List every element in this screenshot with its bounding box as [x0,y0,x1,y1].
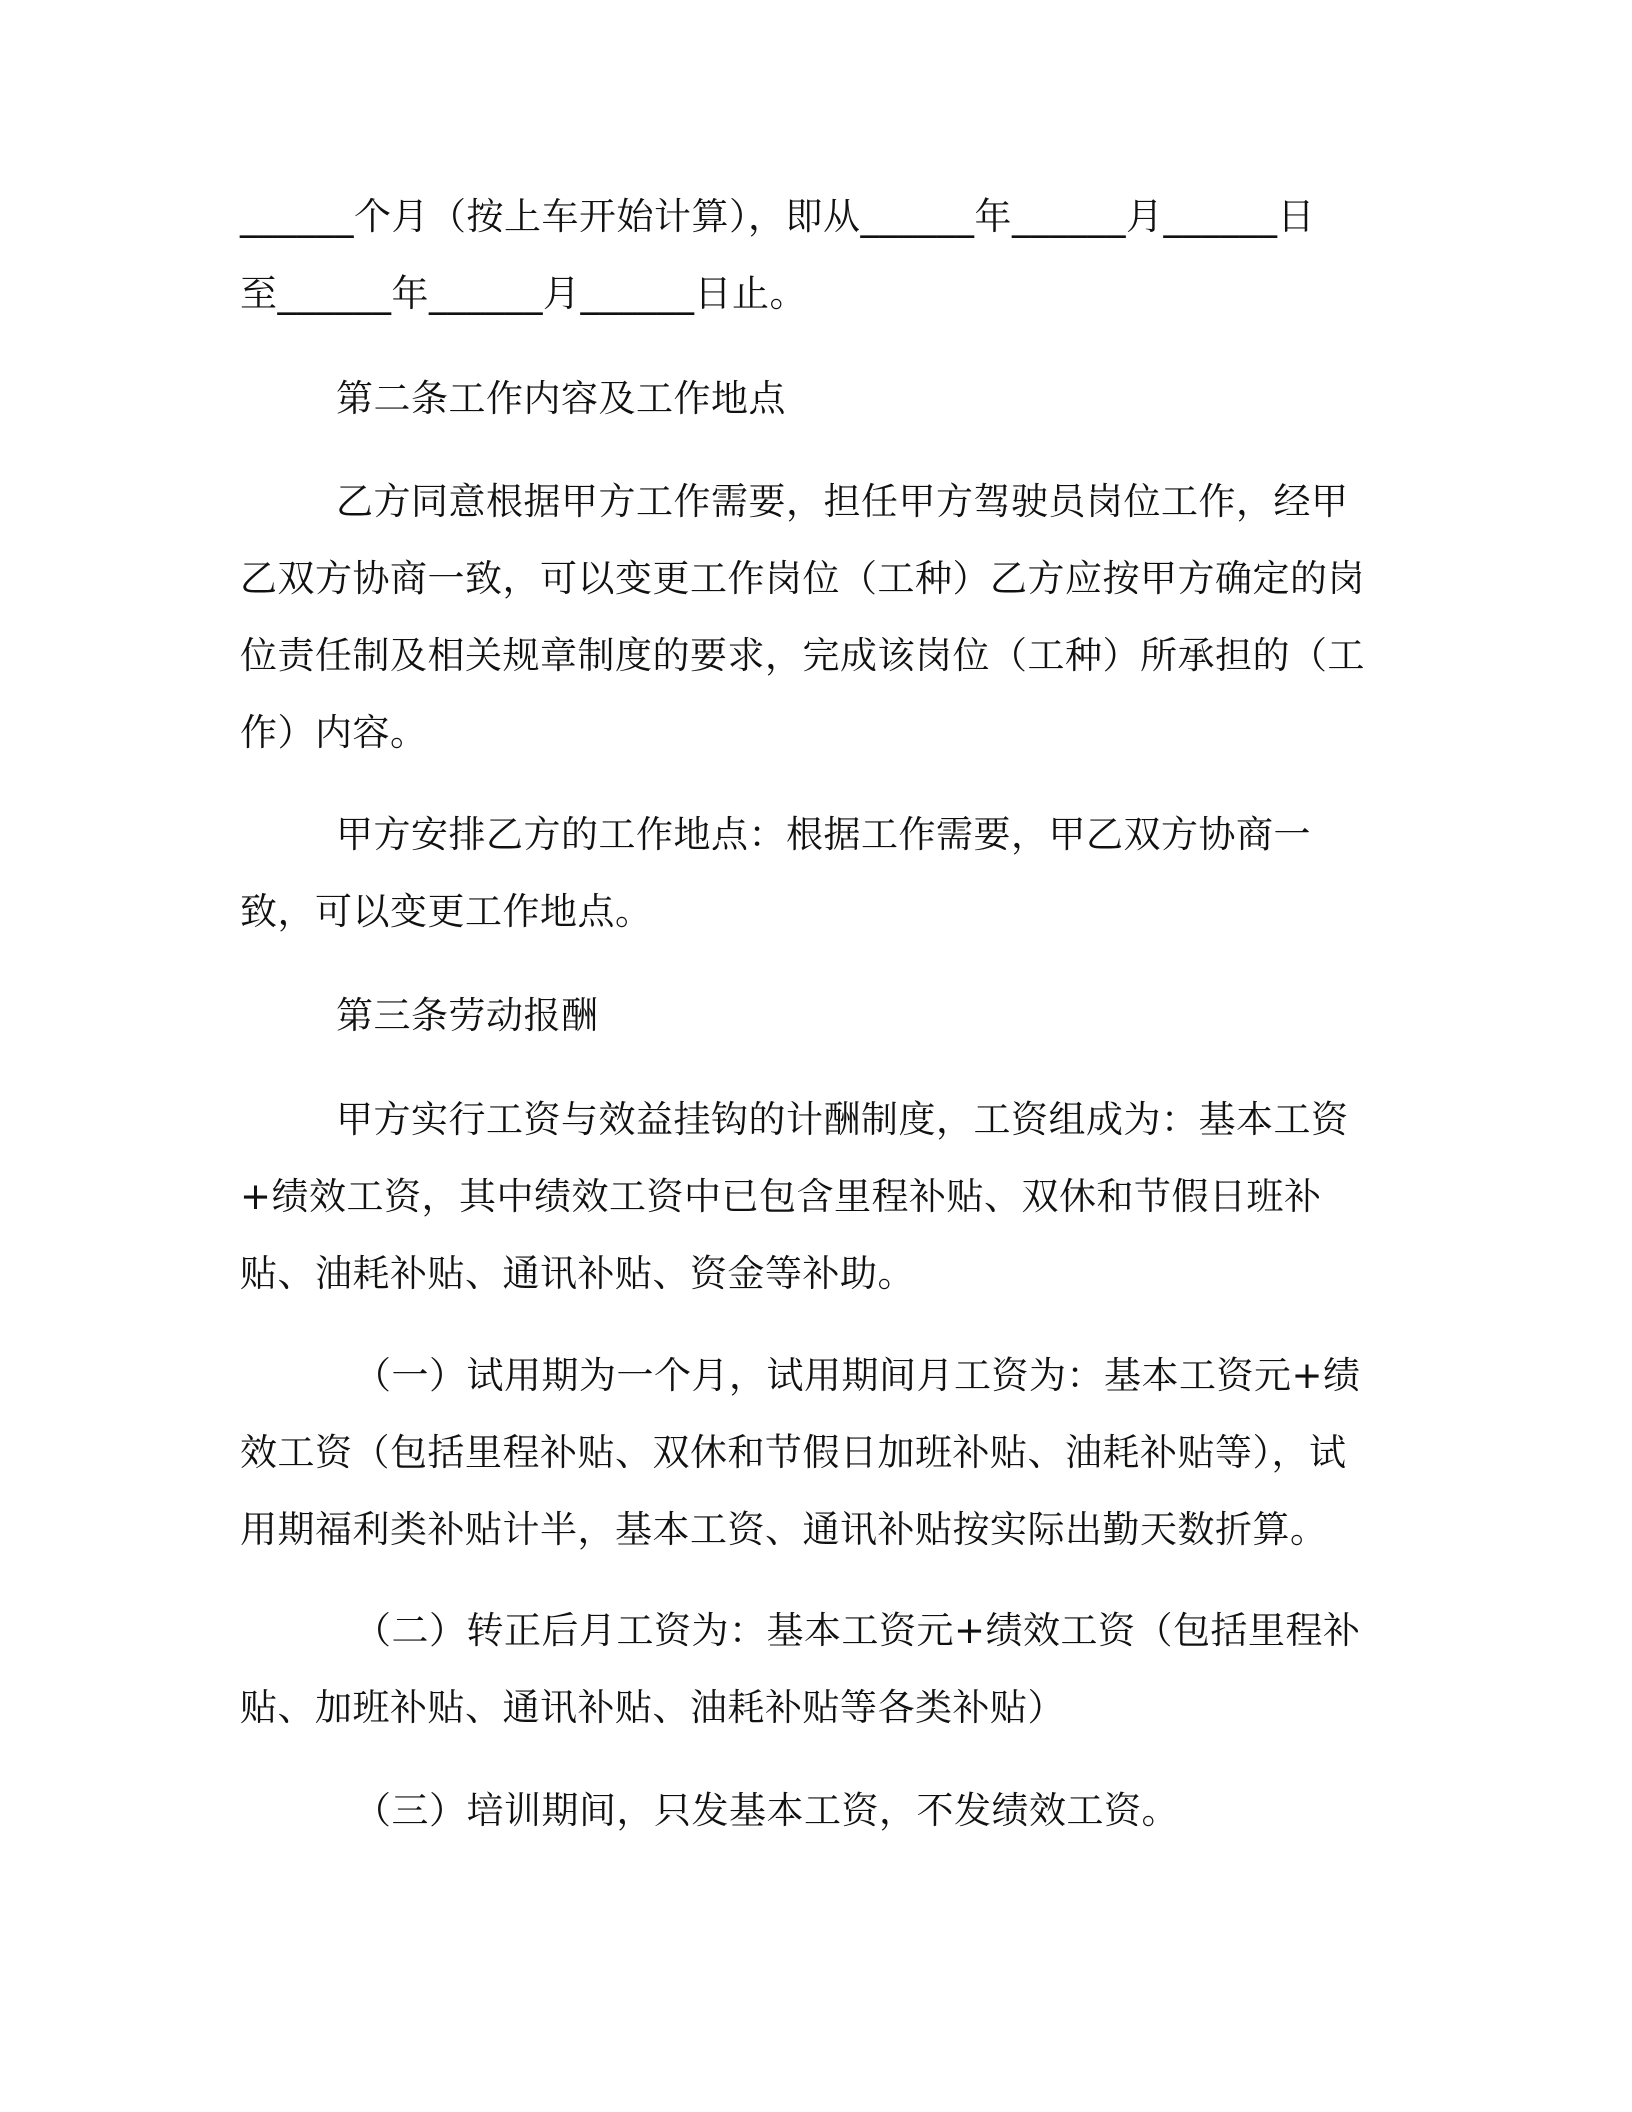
article-3-paragraph-1: 甲方实行工资与效益挂钩的计酬制度，工资组成为：基本工资+绩效工资，其中绩效工资中已包含里程补贴、双休和节假日班补贴、油耗补贴、通讯补贴、资金等补助。 [240,1098,1349,1295]
article-2-title: 第二条工作内容及工作地点 [336,377,786,420]
article-2-paragraph-1: 乙方同意根据甲方工作需要，担任甲方驾驶员岗位工作，经甲乙双方协商一致，可以变更工作岗位（工种）乙方应按甲方确定的岗位责任制及相关规章制度的要求，完成该岗位（工种）所承担的（工作）内容。 [240,480,1365,754]
contract-term-line-1: ______个月（按上车开始计算），即从______年______月______日 [240,195,1315,238]
article-2-paragraph-2: 甲方安排乙方的工作地点：根据工作需要，甲乙双方协商一致，可以变更工作地点。 [240,813,1311,933]
article-3-item-2: （二）转正后月工资为：基本工资元+绩效工资（包括里程补贴、加班补贴、通讯补贴、油耗补贴等各类补贴） [240,1609,1361,1729]
contract-term-line-2: 至______年______月______日止。 [240,272,807,315]
article-3-title: 第三条劳动报酬 [336,994,599,1037]
article-3-item-3: （三）培训期间，只发基本工资，不发绩效工资。 [354,1789,1179,1832]
article-3-item-1: （一）试用期为一个月，试用期间月工资为：基本工资元+绩效工资（包括里程补贴、双休和节假日加班补贴、油耗补贴等），试用期福利类补贴计半，基本工资、通讯补贴按实际出勤天数折算。 [240,1354,1361,1551]
